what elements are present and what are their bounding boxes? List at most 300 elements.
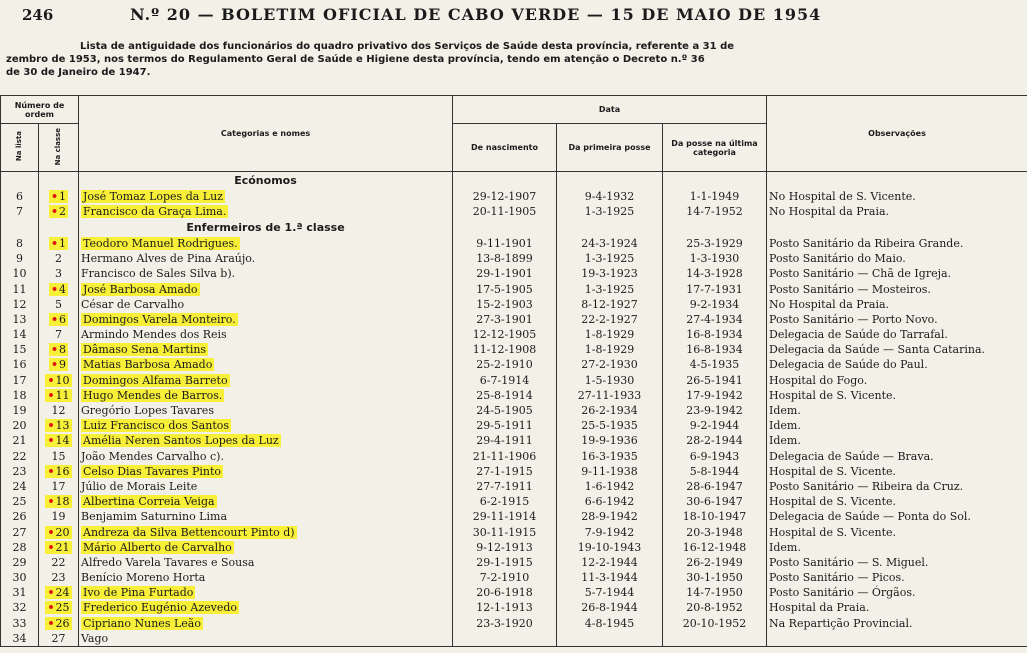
birth-date: 17-5-1905: [453, 281, 557, 296]
classe-number-cell: [39, 357, 79, 372]
observation: Posto Sanitário do Maio.: [767, 251, 1027, 266]
numero-ordem-header: Número de ordem: [1, 96, 79, 124]
birth-date: 20-6-1918: [453, 585, 557, 600]
employee-name: Armindo Mendes dos Reis: [81, 328, 227, 342]
employee-name-cell: [79, 570, 453, 585]
birth-date: 9-11-1901: [453, 236, 557, 251]
birth-date: 12-12-1905: [453, 327, 557, 342]
classe-number: 1: [59, 236, 67, 250]
employee-name-cell: [79, 327, 453, 342]
employee-name-cell: [79, 631, 453, 647]
lista-number: 23: [1, 464, 39, 479]
lista-number: 30: [1, 570, 39, 585]
classe-number: 25: [55, 601, 70, 615]
first-posse-date: 19-3-1923: [557, 266, 663, 281]
observation: Delegacia de Saúde do Paul.: [767, 357, 1027, 372]
classe-number: 12: [51, 404, 66, 418]
classe-number-cell: [39, 585, 79, 600]
last-posse-date: 17-7-1931: [663, 281, 767, 296]
employee-name: Albertina Correia Veiga: [83, 495, 215, 509]
observation: Idem.: [767, 433, 1027, 448]
employee-name-cell: [79, 449, 453, 464]
observation: Posto Sanitário — Ribeira da Cruz.: [767, 479, 1027, 494]
observation: Idem.: [767, 418, 1027, 433]
employee-name-cell: [79, 555, 453, 570]
observation: Hospital de S. Vicente.: [767, 494, 1027, 509]
employee-name-cell: [79, 204, 453, 219]
red-dot-mark: •: [50, 312, 59, 326]
first-posse-date: 1-3-1925: [557, 251, 663, 266]
red-dot-mark: •: [47, 434, 55, 448]
birth-date: 11-12-1908: [453, 342, 557, 357]
employee-name: Benjamim Saturnino Lima: [81, 510, 227, 524]
highlight-mark: [81, 617, 203, 630]
highlight-mark: [81, 601, 239, 614]
highlight-mark: [81, 283, 200, 296]
classe-number-cell: [39, 509, 79, 524]
classe-number: 9: [59, 358, 67, 372]
employee-name: Amélia Neren Santos Lopes da Luz: [83, 434, 279, 448]
first-posse-date: 27-11-1933: [557, 388, 663, 403]
first-posse-date: 28-9-1942: [557, 509, 663, 524]
last-posse-date: 26-2-1949: [663, 555, 767, 570]
first-posse-date: 1-3-1925: [557, 204, 663, 219]
classe-number-cell: [39, 418, 79, 433]
observation: Hospital de S. Vicente.: [767, 464, 1027, 479]
last-posse-date: [663, 631, 767, 647]
classe-number: 23: [51, 571, 66, 585]
observation: Idem.: [767, 540, 1027, 555]
birth-date: 13-8-1899: [453, 251, 557, 266]
classe-number-cell: [39, 236, 79, 251]
observacoes-header: Observações: [767, 96, 1027, 172]
employee-name-cell: [79, 236, 453, 251]
observation: Delegacia de Saúde do Tarrafal.: [767, 327, 1027, 342]
table-row: [1, 418, 1027, 433]
observation: Hospital de S. Vicente.: [767, 524, 1027, 539]
red-dot-mark: •: [50, 343, 59, 357]
last-posse-date: 16-8-1934: [663, 327, 767, 342]
employee-name: José Barbosa Amado: [83, 282, 198, 296]
last-posse-date: 28-2-1944: [663, 433, 767, 448]
classe-number-cell: [39, 312, 79, 327]
observation: Posto Sanitário — Chã de Igreja.: [767, 266, 1027, 281]
first-posse-date: 4-8-1945: [557, 616, 663, 631]
page-header: [0, 2, 1027, 28]
classe-number-cell: [39, 189, 79, 204]
observation: Posto Sanitário — S. Miguel.: [767, 555, 1027, 570]
birth-date: [453, 631, 557, 647]
red-dot-mark: •: [47, 388, 55, 402]
employee-name: César de Carvalho: [81, 297, 185, 311]
first-posse-date: 1-6-1942: [557, 479, 663, 494]
table-row: [1, 281, 1027, 296]
bulletin-title: N.º 20 — BOLETIM OFICIAL DE CABO VERDE — 15 DE MAIO DE 1954: [130, 5, 822, 24]
last-posse-date: 20-3-1948: [663, 524, 767, 539]
classe-number-cell: [39, 631, 79, 647]
lista-number: 14: [1, 327, 39, 342]
classe-number: 27: [51, 631, 66, 645]
table-row: [1, 403, 1027, 418]
lista-number: 28: [1, 540, 39, 555]
birth-date: 7-2-1910: [453, 570, 557, 585]
table-row: [1, 388, 1027, 403]
classe-number-cell: [39, 494, 79, 509]
table-row: [1, 342, 1027, 357]
first-posse-date: 7-9-1942: [557, 524, 663, 539]
employee-name: Andreza da Silva Bettencourt Pinto d): [83, 525, 295, 539]
first-posse-date: 1-8-1929: [557, 327, 663, 342]
classe-number: 1: [59, 189, 67, 203]
first-posse-date: 9-11-1938: [557, 464, 663, 479]
observation: [767, 631, 1027, 647]
first-posse-date: 12-2-1944: [557, 555, 663, 570]
red-dot-mark: •: [47, 601, 55, 615]
classe-number: 5: [55, 297, 62, 311]
employee-name: Francisco da Graça Lima.: [83, 204, 227, 218]
table-row: [1, 555, 1027, 570]
classe-number-cell: [39, 327, 79, 342]
birth-date: 29-5-1911: [453, 418, 557, 433]
classe-number-cell: [39, 281, 79, 296]
employee-name: Domingos Alfama Barreto: [83, 373, 228, 387]
employee-name-cell: [79, 509, 453, 524]
last-posse-date: 30-6-1947: [663, 494, 767, 509]
lista-number: 27: [1, 524, 39, 539]
highlight-mark: [81, 541, 234, 554]
last-posse-date: 16-12-1948: [663, 540, 767, 555]
table-row: [1, 266, 1027, 281]
red-dot-mark: •: [47, 373, 55, 387]
table-row: [1, 479, 1027, 494]
classe-number: 2: [59, 204, 67, 218]
nascimento-header: De nascimento: [453, 124, 557, 172]
first-posse-date: 1-8-1929: [557, 342, 663, 357]
birth-date: 15-2-1903: [453, 297, 557, 312]
lista-number: 11: [1, 281, 39, 296]
observation: Idem.: [767, 403, 1027, 418]
table-row: [1, 494, 1027, 509]
birth-date: 6-7-1914: [453, 373, 557, 388]
first-posse-date: 1-5-1930: [557, 373, 663, 388]
observation: Delegacia de Saúde — Ponta do Sol.: [767, 509, 1027, 524]
table-row: [1, 189, 1027, 204]
classe-number-cell: [39, 464, 79, 479]
classe-number: 14: [55, 434, 70, 448]
birth-date: 27-1-1915: [453, 464, 557, 479]
classe-number: 6: [59, 312, 67, 326]
last-posse-date: 9-2-1944: [663, 418, 767, 433]
birth-date: 30-11-1915: [453, 524, 557, 539]
lista-number: 29: [1, 555, 39, 570]
observation: No Hospital da Praia.: [767, 204, 1027, 219]
lista-number: 16: [1, 357, 39, 372]
observation: Na Repartição Provincial.: [767, 616, 1027, 631]
last-posse-date: 14-3-1928: [663, 266, 767, 281]
employee-name-cell: [79, 189, 453, 204]
highlight-mark: [81, 358, 214, 371]
employee-name: Hermano Alves de Pina Araújo.: [81, 252, 256, 266]
first-posse-date: 26-2-1934: [557, 403, 663, 418]
lista-number: 10: [1, 266, 39, 281]
first-posse-date: 27-2-1930: [557, 357, 663, 372]
observation: Hospital de S. Vicente.: [767, 388, 1027, 403]
lista-number: 13: [1, 312, 39, 327]
first-posse-date: 6-6-1942: [557, 494, 663, 509]
classe-number-cell: [39, 570, 79, 585]
intro-paragraph: [6, 40, 1026, 79]
classe-number-cell: [39, 297, 79, 312]
employee-name-cell: [79, 600, 453, 615]
last-posse-date: 28-6-1947: [663, 479, 767, 494]
last-posse-date: 17-9-1942: [663, 388, 767, 403]
employee-name-cell: [79, 342, 453, 357]
last-posse-date: 14-7-1952: [663, 204, 767, 219]
classe-number: 22: [51, 555, 66, 569]
employee-name: Cipriano Nunes Leão: [83, 616, 201, 630]
employee-name-cell: [79, 251, 453, 266]
birth-date: 27-7-1911: [453, 479, 557, 494]
lista-number: 33: [1, 616, 39, 631]
classe-number: 21: [55, 540, 70, 554]
birth-date: 12-1-1913: [453, 600, 557, 615]
na-lista-header: Na lista: [1, 124, 39, 172]
last-posse-date: 6-9-1943: [663, 449, 767, 464]
first-posse-date: 25-5-1935: [557, 418, 663, 433]
first-posse-date: 1-3-1925: [557, 281, 663, 296]
lista-number: 26: [1, 509, 39, 524]
highlight-mark: [81, 313, 238, 326]
red-dot-mark: •: [47, 419, 55, 433]
lista-number: 6: [1, 189, 39, 204]
highlight-mark: [81, 434, 281, 447]
employee-name-cell: [79, 616, 453, 631]
last-posse-date: 20-10-1952: [663, 616, 767, 631]
employee-name: Gregório Lopes Tavares: [81, 404, 214, 418]
employee-name-cell: [79, 540, 453, 555]
employee-name-cell: [79, 433, 453, 448]
highlight-mark: [81, 586, 195, 599]
table-row: [1, 204, 1027, 219]
classe-number-cell: [39, 388, 79, 403]
first-posse-date: 16-3-1935: [557, 449, 663, 464]
classe-number-cell: [39, 600, 79, 615]
classe-number-cell: [39, 373, 79, 388]
highlight-mark: [81, 205, 228, 218]
birth-date: 21-11-1906: [453, 449, 557, 464]
employee-name: Vago: [81, 631, 109, 645]
red-dot-mark: •: [50, 189, 59, 203]
employee-name-cell: [79, 418, 453, 433]
table-row: [1, 524, 1027, 539]
table-body: [1, 172, 1027, 647]
employee-name: Dâmaso Sena Martins: [83, 343, 207, 357]
last-posse-date: 5-8-1944: [663, 464, 767, 479]
classe-number: 20: [55, 525, 70, 539]
table-row: [1, 570, 1027, 585]
table-row: [1, 327, 1027, 342]
classe-number: 11: [55, 388, 70, 402]
birth-date: 29-11-1914: [453, 509, 557, 524]
birth-date: 20-11-1905: [453, 204, 557, 219]
table-row: [1, 585, 1027, 600]
lista-number: 15: [1, 342, 39, 357]
classe-number-cell: [39, 266, 79, 281]
classe-number: 3: [55, 267, 62, 281]
observation: Posto Sanitário — Mosteiros.: [767, 281, 1027, 296]
lista-number: 31: [1, 585, 39, 600]
employee-name-cell: [79, 357, 453, 372]
employee-name: Frederico Eugénio Azevedo: [83, 601, 238, 615]
classe-number-cell: [39, 204, 79, 219]
categorias-header: Categorias e nomes: [79, 96, 453, 172]
classe-number-cell: [39, 479, 79, 494]
highlight-mark: [81, 190, 225, 203]
classe-number: 13: [55, 419, 70, 433]
lista-number: 20: [1, 418, 39, 433]
lista-number: 24: [1, 479, 39, 494]
last-posse-date: 9-2-1934: [663, 297, 767, 312]
table-row: [1, 357, 1027, 372]
classe-number: 8: [59, 343, 67, 357]
lista-number: 32: [1, 600, 39, 615]
lista-number: 17: [1, 373, 39, 388]
first-posse-date: [557, 631, 663, 647]
birth-date: 29-4-1911: [453, 433, 557, 448]
employee-name: Hugo Mendes de Barros.: [83, 388, 223, 402]
employee-name-cell: [79, 266, 453, 281]
section-heading-row: [1, 219, 1027, 236]
red-dot-mark: •: [47, 464, 55, 478]
classe-number: 16: [55, 464, 70, 478]
observation: Posto Sanitário — Porto Novo.: [767, 312, 1027, 327]
birth-date: 27-3-1901: [453, 312, 557, 327]
table-row: [1, 251, 1027, 266]
table-row: [1, 373, 1027, 388]
highlight-mark: [81, 374, 230, 387]
intro-line: zembro de 1953, nos termos do Regulamento Geral de Saúde e Higiene desta província, tendo em atenção o Decreto n.º 36: [6, 54, 705, 65]
observation: Delegacia de Saúde — Brava.: [767, 449, 1027, 464]
first-posse-date: 24-3-1924: [557, 236, 663, 251]
observation: Posto Sanitário — Picos.: [767, 570, 1027, 585]
last-posse-date: 27-4-1934: [663, 312, 767, 327]
birth-date: 29-1-1915: [453, 555, 557, 570]
table-row: [1, 540, 1027, 555]
highlight-mark: [81, 495, 217, 508]
classe-number-cell: [39, 251, 79, 266]
birth-date: 6-2-1915: [453, 494, 557, 509]
employee-name: Ivo de Pina Furtado: [83, 586, 194, 600]
employee-name-cell: [79, 524, 453, 539]
highlight-mark: [81, 526, 297, 539]
classe-number-cell: [39, 449, 79, 464]
employee-name: Benício Moreno Horta: [81, 571, 206, 585]
classe-number: 18: [55, 495, 70, 509]
classe-number-cell: [39, 342, 79, 357]
employee-name: Domingos Varela Monteiro.: [83, 312, 236, 326]
classe-number: 15: [51, 449, 66, 463]
classe-number: 17: [51, 479, 66, 493]
birth-date: 29-12-1907: [453, 189, 557, 204]
employee-name: Matias Barbosa Amado: [83, 358, 213, 372]
table-row: [1, 631, 1027, 647]
red-dot-mark: •: [50, 236, 59, 250]
classe-number: 26: [55, 616, 70, 630]
lista-number: 19: [1, 403, 39, 418]
lista-number: 22: [1, 449, 39, 464]
highlight-mark: [81, 465, 223, 478]
first-posse-date: 19-10-1943: [557, 540, 663, 555]
table-row: [1, 600, 1027, 615]
employee-name: José Tomaz Lopes da Luz: [83, 189, 223, 203]
birth-date: 25-8-1914: [453, 388, 557, 403]
employee-name-cell: [79, 297, 453, 312]
table-row: [1, 464, 1027, 479]
employee-name: Júlio de Morais Leite: [81, 479, 198, 493]
first-posse-date: 19-9-1936: [557, 433, 663, 448]
employee-name-cell: [79, 403, 453, 418]
first-posse-date: 8-12-1927: [557, 297, 663, 312]
last-posse-date: 16-8-1934: [663, 342, 767, 357]
red-dot-mark: •: [50, 204, 59, 218]
first-posse-date: 22-2-1927: [557, 312, 663, 327]
lista-number: 34: [1, 631, 39, 647]
employee-name: Celso Dias Tavares Pinto: [83, 464, 222, 478]
classe-number-cell: [39, 524, 79, 539]
birth-date: 29-1-1901: [453, 266, 557, 281]
last-posse-date: 18-10-1947: [663, 509, 767, 524]
employee-name-cell: [79, 388, 453, 403]
classe-number-cell: [39, 403, 79, 418]
birth-date: 24-5-1905: [453, 403, 557, 418]
last-posse-date: 26-5-1941: [663, 373, 767, 388]
employee-name: Francisco de Sales Silva b).: [81, 267, 236, 281]
highlight-mark: [81, 237, 240, 250]
page-number: 246: [22, 6, 54, 24]
highlight-mark: [81, 389, 224, 402]
birth-date: 23-3-1920: [453, 616, 557, 631]
lista-number: 18: [1, 388, 39, 403]
classe-number-cell: [39, 540, 79, 555]
intro-line: Lista de antiguidade dos funcionários do quadro privativo dos Serviços de Saúde desta província, referente a 31 de: [80, 41, 735, 52]
employee-name: Teodoro Manuel Rodrigues.: [83, 236, 238, 250]
table-row: [1, 449, 1027, 464]
lista-number: 9: [1, 251, 39, 266]
classe-number: 10: [55, 373, 70, 387]
employee-name-cell: [79, 281, 453, 296]
classe-number: 19: [51, 510, 66, 524]
employee-name-cell: [79, 585, 453, 600]
employee-name: Mário Alberto de Carvalho: [83, 540, 232, 554]
lista-number: 25: [1, 494, 39, 509]
employee-name: Luiz Francisco dos Santos: [83, 419, 230, 433]
ultima-posse-header: Da posse na última categoria: [663, 124, 767, 172]
table-row: [1, 509, 1027, 524]
last-posse-date: 14-7-1950: [663, 585, 767, 600]
na-classe-header: Na classe: [39, 124, 79, 172]
employee-name-cell: [79, 373, 453, 388]
table-row: [1, 312, 1027, 327]
table-row: [1, 616, 1027, 631]
employee-name-cell: [79, 464, 453, 479]
employee-name-cell: [79, 494, 453, 509]
table-row: [1, 433, 1027, 448]
seniority-table: [0, 95, 1027, 647]
classe-number-cell: [39, 555, 79, 570]
data-header: Data: [453, 96, 767, 124]
lista-number: 8: [1, 236, 39, 251]
observation: Hospital do Fogo.: [767, 373, 1027, 388]
